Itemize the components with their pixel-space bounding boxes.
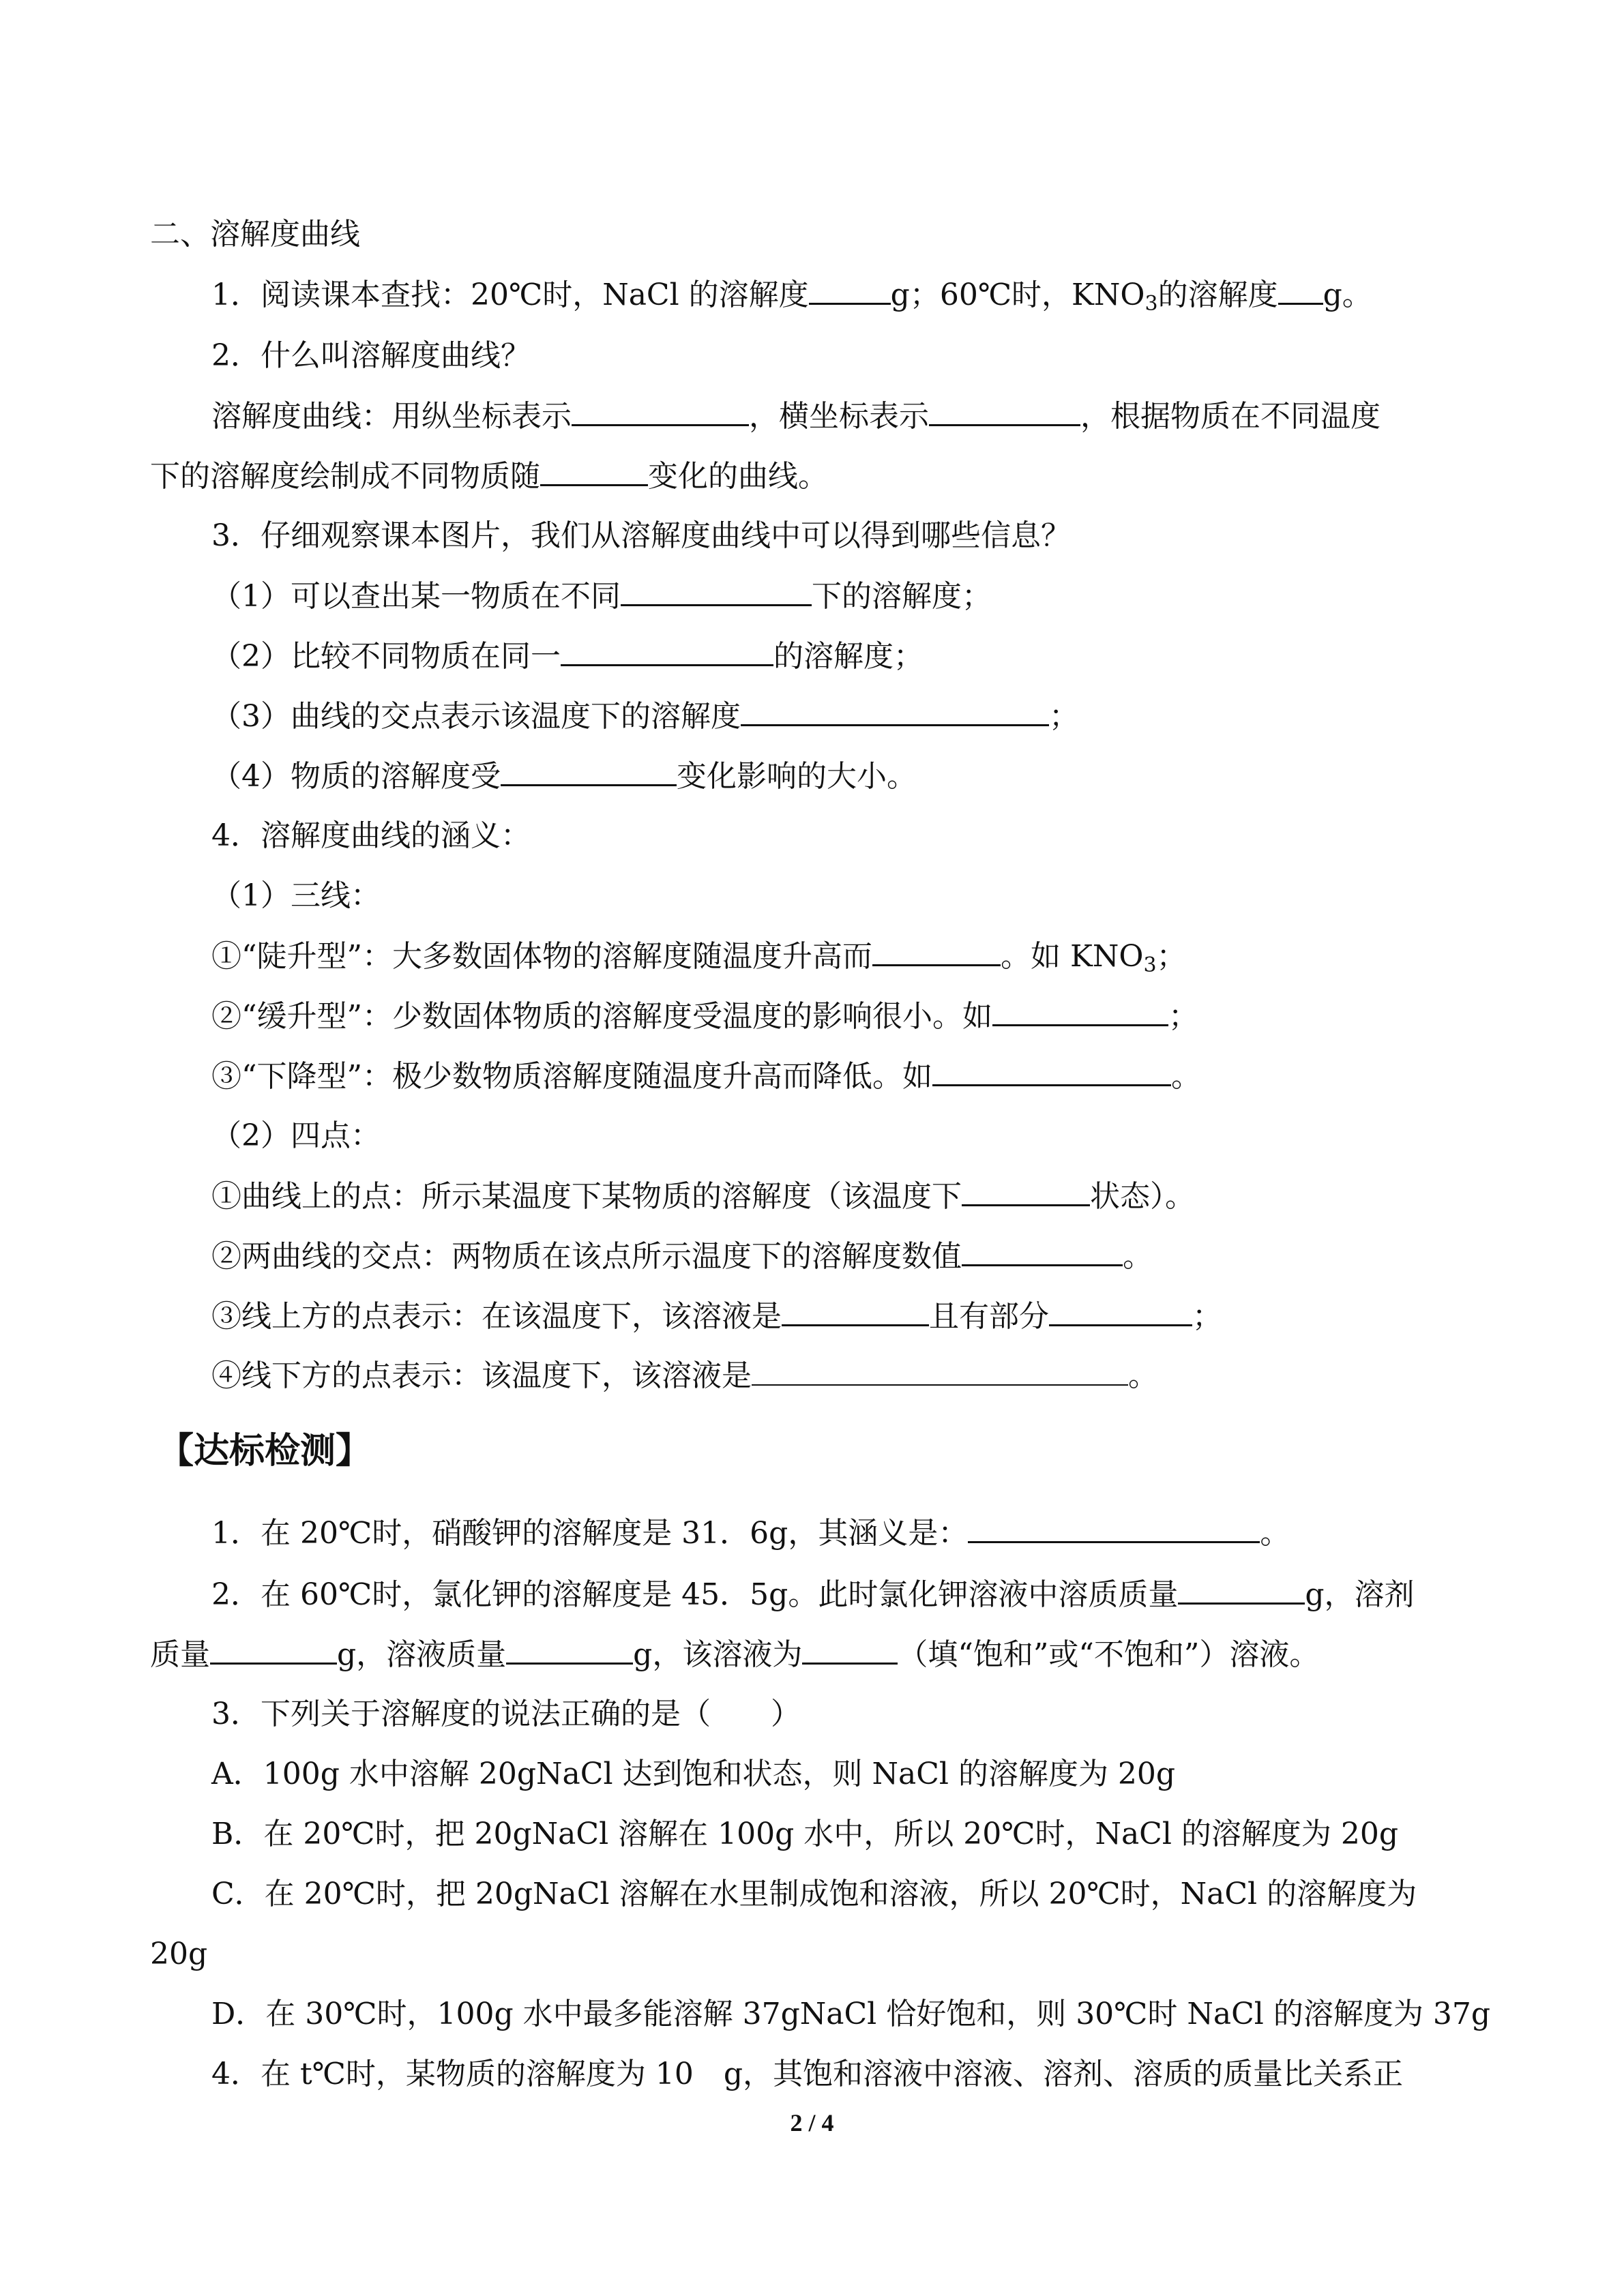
q2-line-1 [211, 397, 1624, 436]
q1-text-a: 1．阅读课本查找：20℃时，NaCl 的溶解度 [211, 278, 809, 312]
q4-p2-text: ②两曲线的交点：两物质在该点所示温度下的溶解度数值 [211, 1239, 962, 1274]
t2-text-c: 质量 [150, 1637, 210, 1672]
q2-text-c: ，根据物质在不同温度 [1080, 399, 1381, 434]
page-number: 2 / 4 [790, 2109, 834, 2136]
q4-point-3 [211, 1297, 1624, 1336]
q2-text-b: ，横坐标表示 [749, 399, 929, 434]
q3-blank-1[interactable] [621, 577, 812, 606]
q4-line-type-1 [211, 937, 1624, 976]
q4-blank-p3a[interactable] [782, 1297, 929, 1326]
q4-line-type-2 [211, 997, 1624, 1036]
q4-p4-tail: 。 [1128, 1358, 1158, 1393]
q3-title: 3．仔细观察课本图片，我们从溶解度曲线中可以得到哪些信息？ [211, 518, 1071, 553]
q4-point-2 [211, 1237, 1624, 1276]
q4-t3-tail: 。 [1171, 1059, 1201, 1094]
q2-text-d: 下的溶解度绘制成不同物质随 [150, 459, 540, 494]
q4-t2-text: ②“缓升型”：少数固体物质的溶解度受温度的影响很小。如 [211, 999, 992, 1034]
q4-line-type-3 [211, 1057, 1624, 1096]
q3-blank-2[interactable] [561, 637, 773, 666]
q3-item-2-text: （2）比较不同物质在同一 [211, 639, 561, 674]
q4-blank-t1[interactable] [872, 937, 1001, 966]
section-title: 二、溶解度曲线 [150, 217, 360, 252]
q4-four-points: （2）四点： [211, 1118, 381, 1153]
t2-text-e: g，该溶液为 [633, 1637, 803, 1672]
q3-item-1 [211, 577, 1624, 616]
q3-item-1-tail: 下的溶解度； [812, 579, 992, 614]
q4-p2-tail: 。 [1123, 1239, 1153, 1274]
t3-option-c-cont: 20g [150, 1937, 208, 1971]
q3-item-2 [211, 637, 1624, 676]
q2-blank-3[interactable] [540, 457, 648, 486]
q4-p1-text: ①曲线上的点：所示某温度下某物质的溶解度（该温度下 [211, 1179, 962, 1214]
q1-subscript: 3 [1145, 292, 1158, 316]
q1-text-c: 的溶解度 [1157, 278, 1278, 312]
q4-blank-p1[interactable] [962, 1177, 1090, 1206]
q3-item-4-tail: 变化影响的大小。 [677, 759, 917, 794]
t1-line [211, 1514, 1624, 1553]
q4-blank-p4[interactable] [752, 1357, 1128, 1386]
t3-option-b: B．在 20℃时，把 20gNaCl 溶解在 100g 水中，所以 20℃时，NaCl 的溶解度为 20g [211, 1817, 1399, 1851]
q2-blank-1[interactable] [572, 397, 749, 426]
t1-tail: 。 [1260, 1516, 1290, 1551]
t2-line-2 [150, 1635, 1624, 1674]
q4-blank-p2[interactable] [962, 1237, 1123, 1266]
q4-t1-subscript: 3 [1143, 953, 1157, 977]
q1-text-b: g；60℃时，KNO [890, 278, 1145, 312]
t2-text-d: g，溶液质量 [337, 1637, 507, 1672]
q3-item-3 [211, 697, 1624, 736]
q2-title: 2．什么叫溶解度曲线？ [211, 338, 531, 373]
q3-blank-3[interactable] [741, 697, 1049, 726]
q4-blank-p3b[interactable] [1049, 1297, 1192, 1326]
q4-p4-text: ④线下方的点表示：该温度下，该溶液是 [211, 1358, 752, 1393]
t1-text: 1．在 20℃时，硝酸钾的溶解度是 31．6g，其涵义是： [211, 1516, 969, 1551]
t2-line-1 [211, 1575, 1624, 1614]
q4-t2-tail: ； [1168, 999, 1198, 1034]
q4-t3-text: ③“下降型”：极少数物质溶解度随温度升高而降低。如 [211, 1059, 932, 1094]
q4-p3-mid: 且有部分 [929, 1299, 1049, 1334]
q2-text-a: 溶解度曲线：用纵坐标表示 [211, 399, 572, 434]
q4-blank-t3[interactable] [932, 1057, 1171, 1086]
q3-item-3-tail: ； [1049, 699, 1079, 734]
q1-line [211, 275, 1624, 314]
q4-p3-text: ③线上方的点表示：在该温度下，该溶液是 [211, 1299, 782, 1334]
t2-blank-4[interactable] [802, 1635, 898, 1665]
q3-item-2-tail: 的溶解度； [773, 639, 924, 674]
q2-line-2 [150, 457, 1624, 496]
q4-p3-tail: ； [1192, 1299, 1222, 1334]
q4-t1-example: 。如 KNO [1001, 939, 1144, 974]
t1-blank[interactable] [968, 1514, 1260, 1543]
q3-item-1-text: （1）可以查出某一物质在不同 [211, 579, 621, 614]
q4-point-4 [211, 1357, 1624, 1395]
q1-text-d: g。 [1323, 278, 1372, 312]
q4-point-1 [211, 1177, 1624, 1216]
q1-blank-1[interactable] [809, 275, 891, 305]
t2-blank-3[interactable] [506, 1635, 633, 1665]
q2-text-e: 变化的曲线。 [648, 459, 828, 494]
t3-option-a: A．100g 水中溶解 20gNaCl 达到饱和状态，则 NaCl 的溶解度为 20g [211, 1757, 1176, 1791]
test-heading: 【达标检测】 [158, 1431, 372, 1472]
q4-p1-tail: 状态）。 [1090, 1179, 1195, 1214]
t3-option-d: D．在 30℃时，100g 水中最多能溶解 37gNaCl 恰好饱和，则 30℃时 NaCl 的溶解度为 37g [211, 1997, 1490, 2031]
t2-text-b: g，溶剂 [1305, 1577, 1415, 1612]
t2-text-a: 2．在 60℃时，氯化钾的溶解度是 45．5g。此时氯化钾溶液中溶质质量 [211, 1577, 1179, 1612]
q3-item-4 [211, 757, 1624, 796]
q4-three-lines: （1）三线： [211, 878, 381, 913]
q4-title: 4．溶解度曲线的涵义： [211, 818, 531, 853]
q2-blank-2[interactable] [929, 397, 1080, 426]
q3-blank-4[interactable] [501, 757, 677, 786]
t2-text-f: （填“饱和”或“不饱和”）溶液。 [898, 1637, 1320, 1672]
q4-t1-text: ①“陡升型”：大多数固体物的溶解度随温度升高而 [211, 939, 872, 974]
q4-blank-t2[interactable] [992, 997, 1168, 1026]
t3-question: 3．下列关于溶解度的说法正确的是（ ） [211, 1697, 801, 1731]
q3-item-3-text: （3）曲线的交点表示该温度下的溶解度 [211, 699, 741, 734]
t4-line: 4．在 t℃时，某物质的溶解度为 10 g，其饱和溶液中溶液、溶剂、溶质的质量比关系正 [211, 2057, 1404, 2091]
q4-t1-tail: ； [1156, 939, 1187, 974]
t2-blank-2[interactable] [210, 1635, 337, 1665]
t2-blank-1[interactable] [1178, 1575, 1305, 1605]
q3-item-4-text: （4）物质的溶解度受 [211, 759, 501, 794]
q1-blank-2[interactable] [1278, 275, 1323, 305]
t3-option-c: C．在 20℃时，把 20gNaCl 溶解在水里制成饱和溶液，所以 20℃时，NaCl 的溶解度为 [211, 1877, 1417, 1911]
